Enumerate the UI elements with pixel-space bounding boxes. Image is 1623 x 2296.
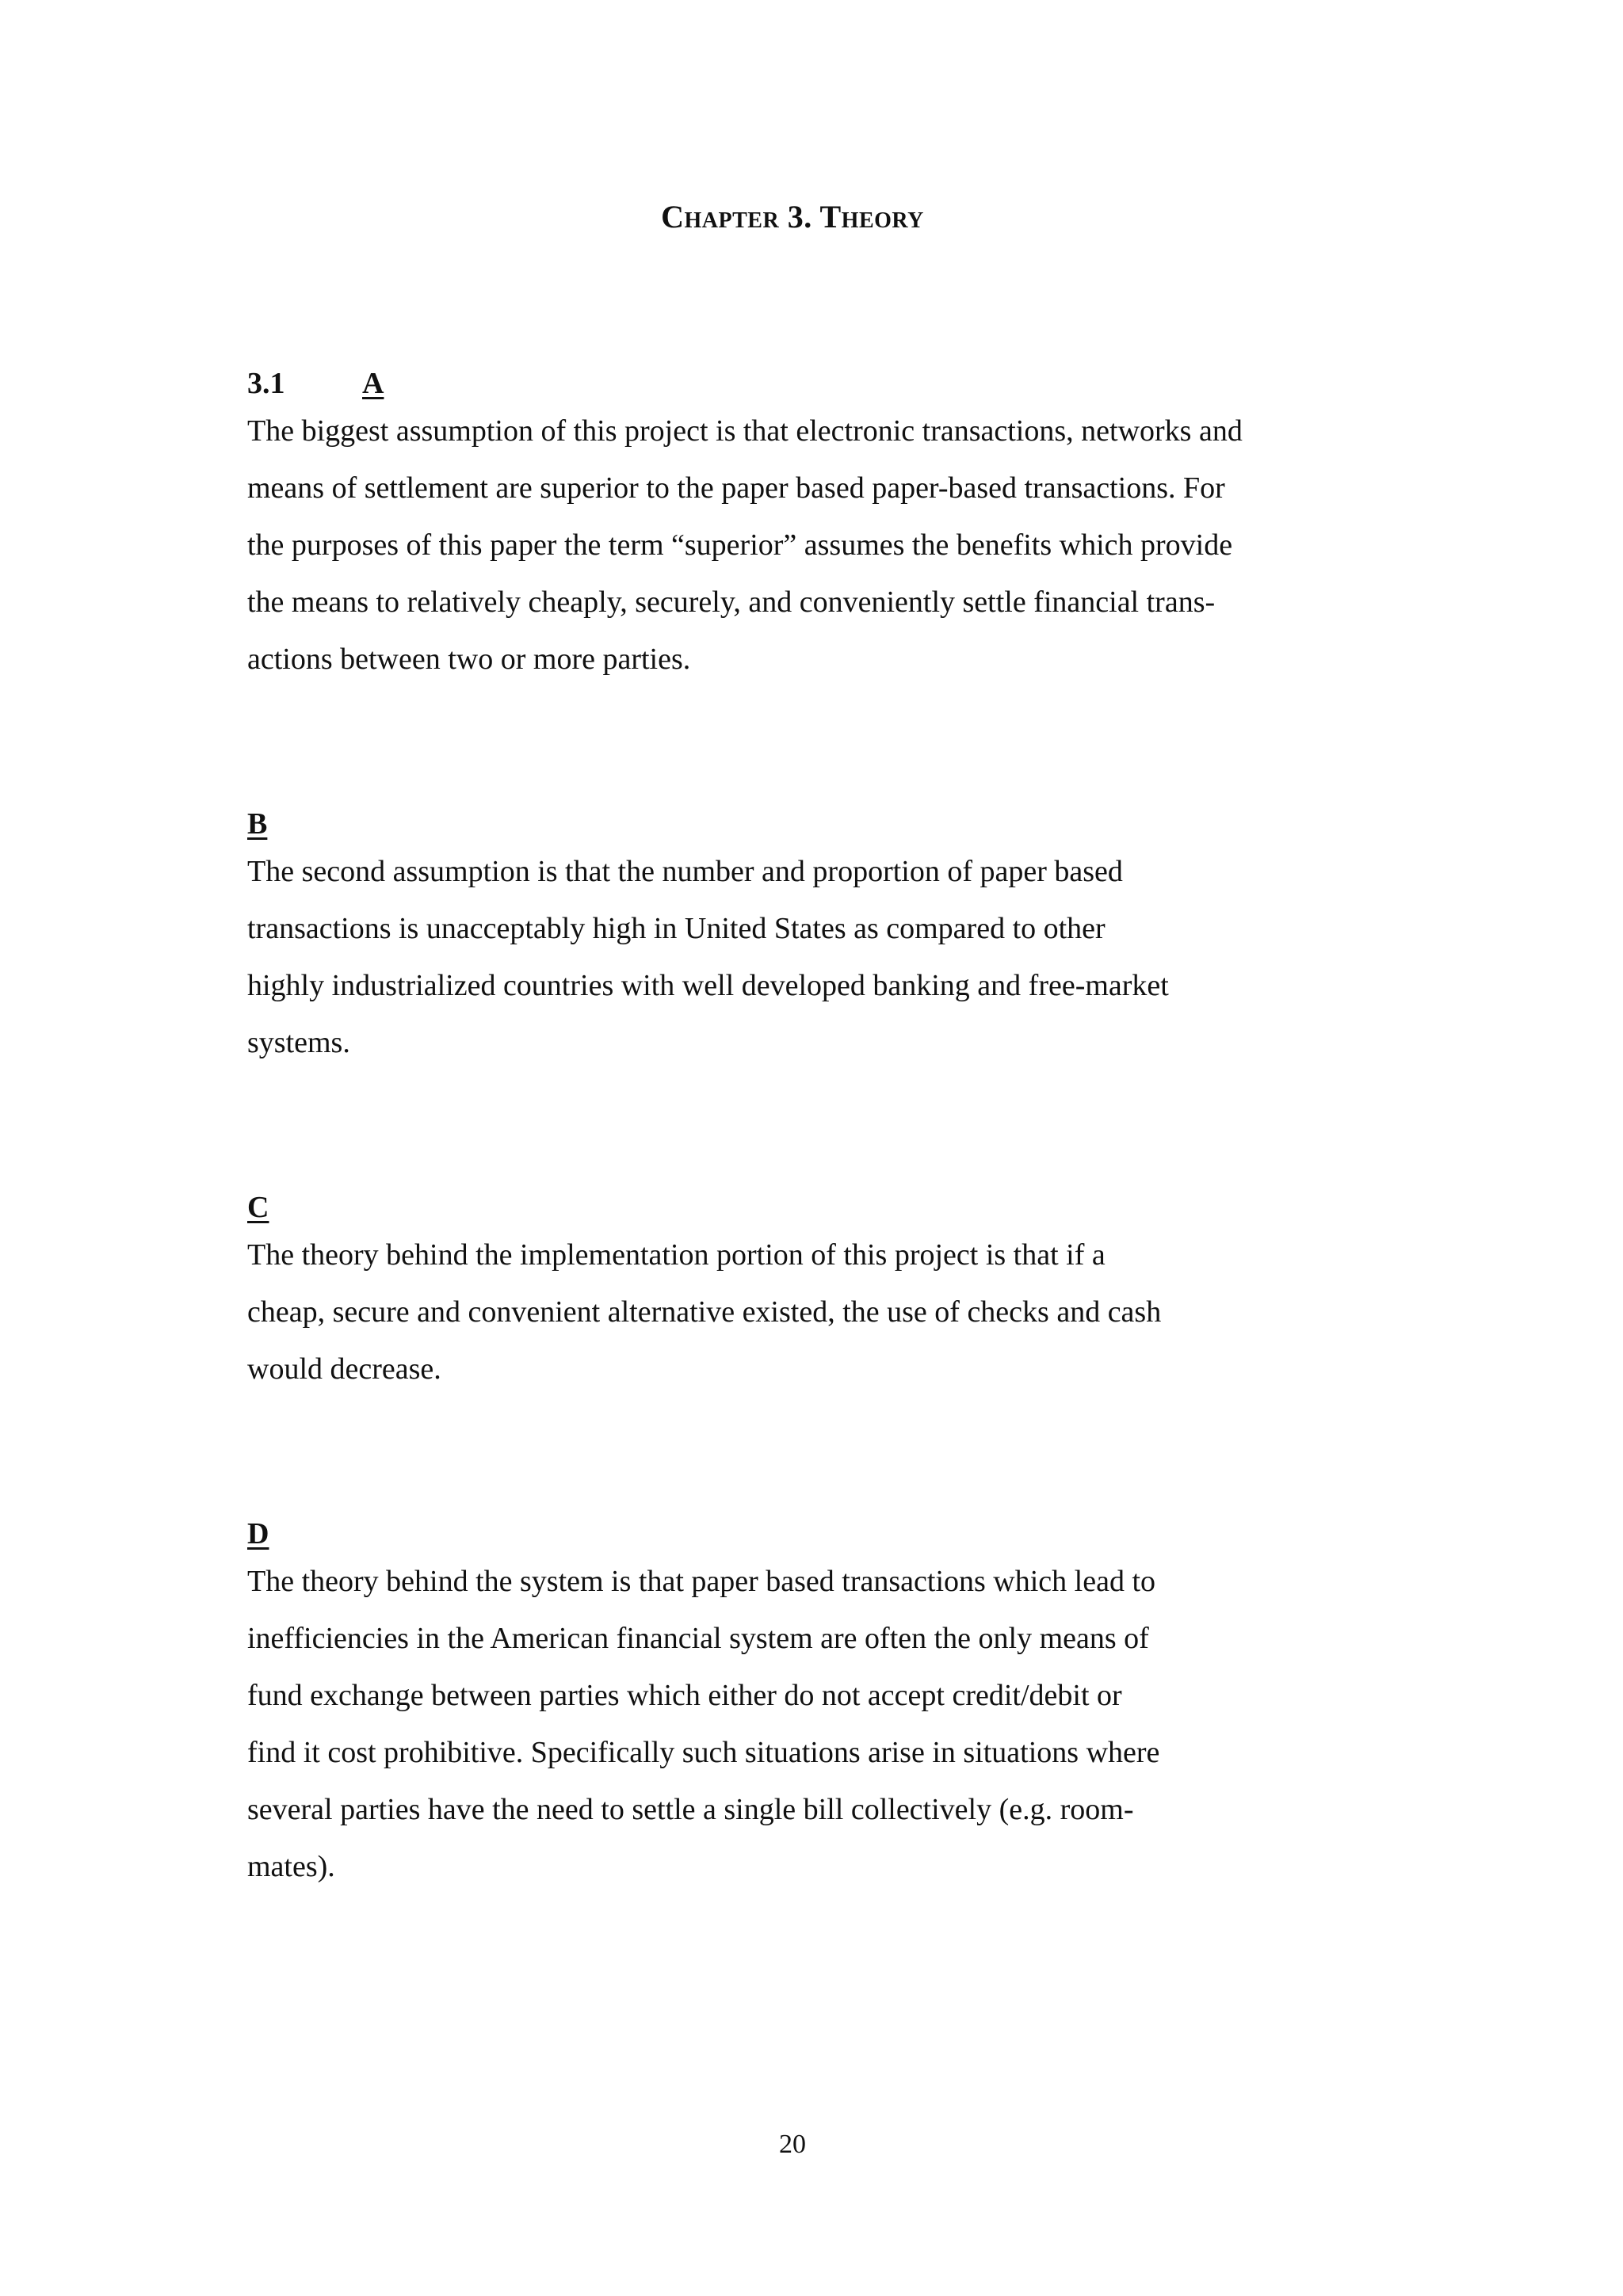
paragraph-line: actions between two or more parties. [247, 643, 691, 676]
section-letter-b: B [247, 807, 268, 841]
page-number: 20 [779, 2130, 806, 2159]
section-letter-a: A [362, 367, 384, 400]
paragraph-b [247, 843, 1373, 1071]
paragraph-line: fund exchange between parties which either do not accept credit/debit or [247, 1679, 1122, 1712]
section-letter-c: C [247, 1191, 269, 1224]
paragraph-line: mates). [247, 1850, 335, 1883]
paragraph-line: The biggest assumption of this project is that electronic transactions, networks and [247, 414, 1243, 448]
section-heading-d [247, 1515, 1373, 1553]
section-letter-d: D [247, 1517, 269, 1550]
paragraph-line: the means to relatively cheaply, securely, and conveniently settle financial trans- [247, 585, 1216, 619]
paragraph-line: find it cost prohibitive. Specifically such situations arise in situations where [247, 1736, 1160, 1769]
paragraph-line: would decrease. [247, 1352, 441, 1386]
section-d [247, 1515, 1373, 1895]
section-b [247, 805, 1373, 1071]
paragraph-d [247, 1553, 1373, 1895]
paragraph-line: The theory behind the system is that paper based transactions which lead to [247, 1565, 1156, 1598]
paragraph-c [247, 1226, 1373, 1398]
paragraph-line: The theory behind the implementation portion of this project is that if a [247, 1238, 1106, 1272]
chapter-title: Chapter 3. Theory [661, 199, 924, 235]
paragraph-a [247, 402, 1373, 688]
paragraph-line: the purposes of this paper the term “superior” assumes the benefits which provide [247, 528, 1233, 562]
paragraph-line: means of settlement are superior to the paper based paper-based transactions. For [247, 471, 1225, 505]
section-number: 3.1 [247, 367, 285, 400]
paragraph-line: several parties have the need to settle a single bill collectively (e.g. room- [247, 1793, 1134, 1826]
paragraph-line: systems. [247, 1026, 350, 1059]
section-a [247, 364, 1373, 688]
paragraph-line: transactions is unacceptably high in United States as compared to other [247, 912, 1106, 945]
paragraph-line: The second assumption is that the number and proportion of paper based [247, 855, 1123, 888]
section-heading-a [247, 364, 1373, 402]
paragraph-line: inefficiencies in the American financial system are often the only means of [247, 1622, 1149, 1655]
section-heading-c [247, 1188, 1373, 1226]
section-c [247, 1188, 1373, 1398]
paragraph-line: cheap, secure and convenient alternative existed, the use of checks and cash [247, 1295, 1162, 1329]
paragraph-line: highly industrialized countries with well developed banking and free-market [247, 969, 1169, 1002]
section-heading-b [247, 805, 1373, 843]
